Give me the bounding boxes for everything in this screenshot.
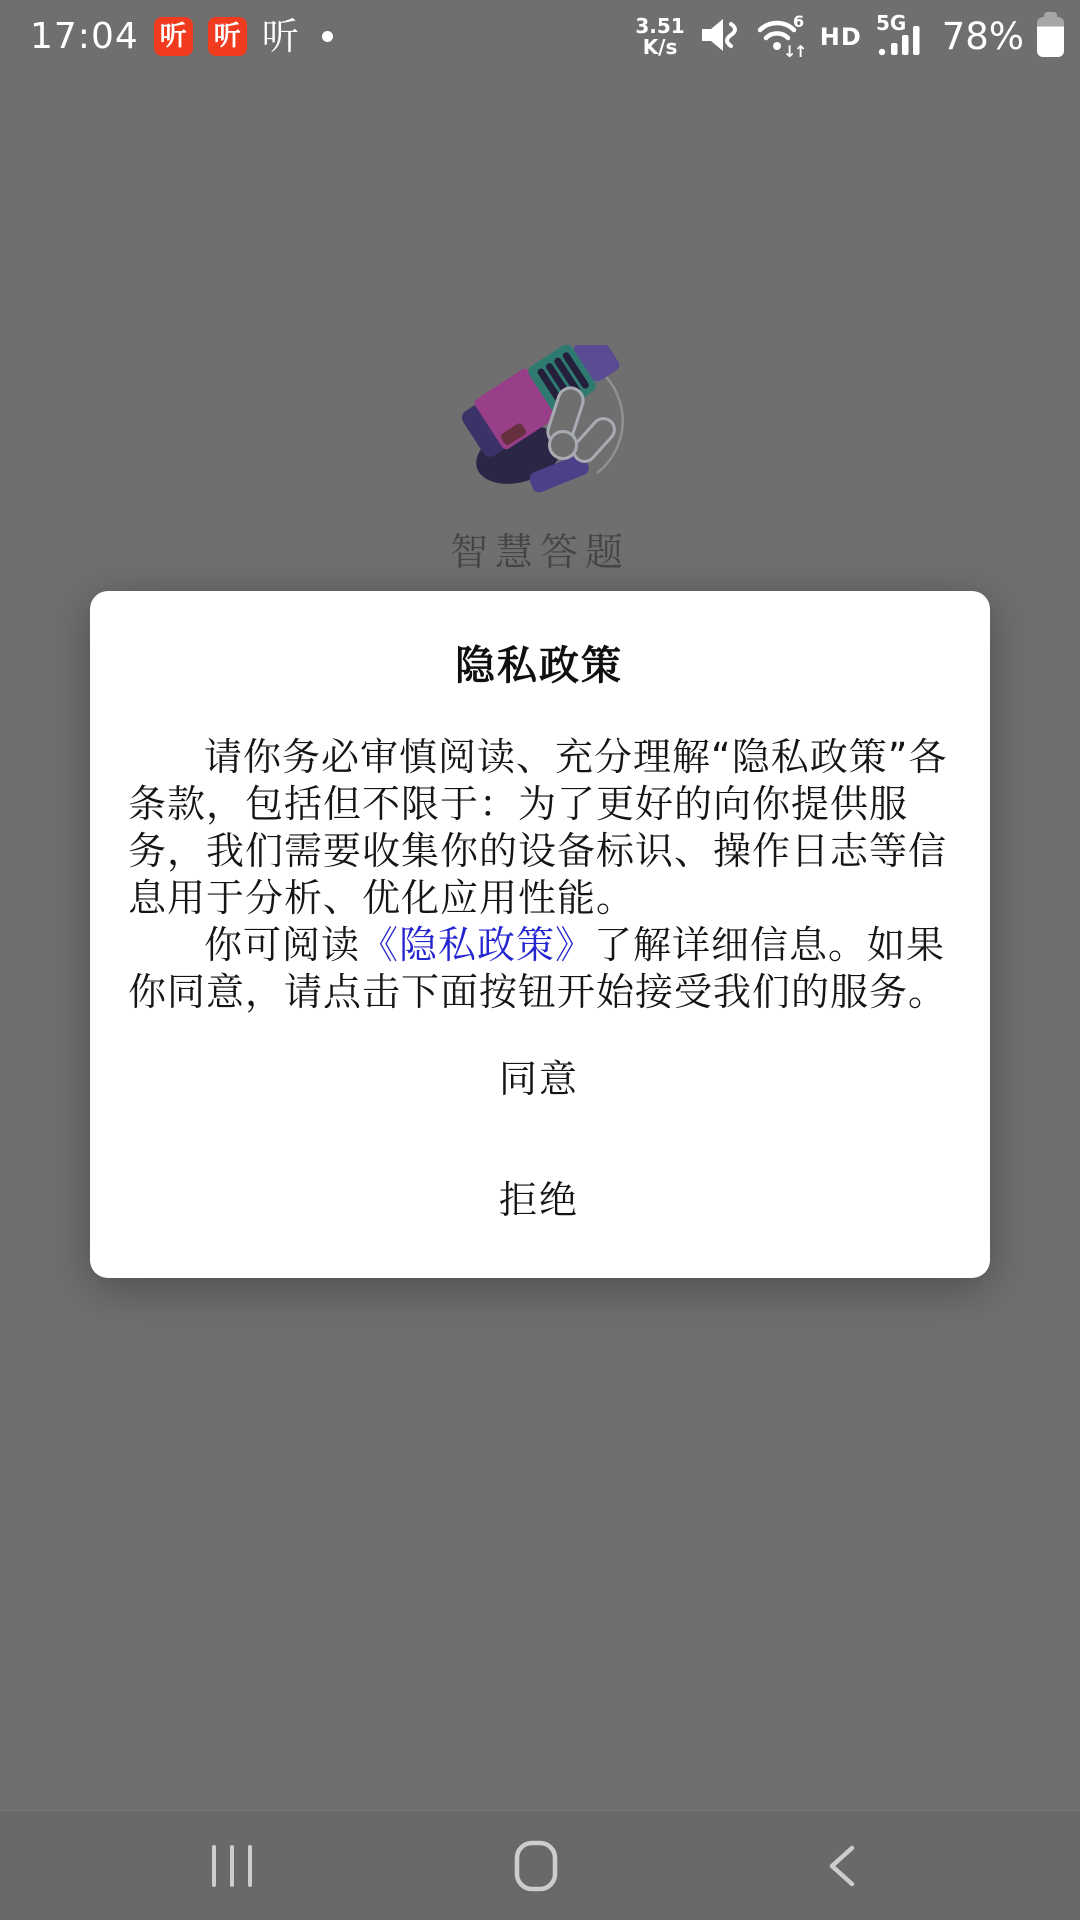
wifi6-icon [755, 13, 807, 61]
paragraph-2-suffix: 了解详细信息。如果你同意，请点击下面按钮开始接受我们的服务。 [128, 923, 948, 1014]
mute-vibrate-icon [698, 15, 742, 59]
cellular-signal-icon [875, 13, 929, 61]
splash-screen [0, 345, 1080, 576]
svg-text:↓: ↓ [782, 41, 797, 57]
back-button[interactable] [825, 1844, 859, 1888]
battery-percent: 78% [941, 15, 1024, 58]
network-speed-value: 3.51 [635, 13, 685, 38]
status-bar [0, 0, 1080, 67]
notification-badge-icon: 听 [208, 17, 247, 56]
refuse-button[interactable]: 拒绝 [498, 1178, 579, 1222]
clock: 17:04 [30, 16, 139, 57]
agree-button[interactable]: 同意 [498, 1057, 579, 1101]
svg-text:↑: ↑ [793, 41, 807, 57]
network-speed-unit: K/s [642, 34, 678, 59]
notification-badge-icon: 听 [154, 17, 193, 56]
policy-paragraph-2 [128, 922, 950, 1016]
notification-app-icon: 听 [261, 15, 299, 58]
privacy-policy-link[interactable]: 《隐私政策》 [360, 923, 595, 967]
notification-dot-icon [322, 31, 333, 42]
svg-text:6: 6 [792, 12, 804, 31]
network-type-label: 5G [875, 12, 907, 35]
dialog-body [128, 734, 950, 1016]
home-button[interactable] [513, 1840, 559, 1892]
status-bar-right [635, 13, 1064, 61]
app-logo [445, 345, 635, 495]
home-icon [513, 1840, 559, 1892]
network-speed [635, 13, 685, 59]
paragraph-2-prefix: 你可阅读 [204, 923, 361, 967]
privacy-policy-dialog [90, 591, 990, 1278]
back-icon [825, 1844, 859, 1888]
recent-apps-icon [209, 1844, 255, 1888]
app-name: 智慧答题 [449, 530, 630, 574]
dialog-title: 隐私政策 [455, 643, 623, 689]
hd-indicator: HD [819, 22, 862, 51]
recent-apps-button[interactable] [209, 1844, 255, 1888]
policy-paragraph-1: 请你务必审慎阅读、充分理解“隐私政策”各条款，包括但不限于：为了更好的向你提供服务，我们需要收集你的设备标识、操作日志等信息用于分析、优化应用性能。 [128, 735, 948, 920]
battery-icon [1037, 17, 1064, 57]
navigation-bar [0, 1810, 1080, 1920]
status-bar-left [30, 16, 333, 57]
